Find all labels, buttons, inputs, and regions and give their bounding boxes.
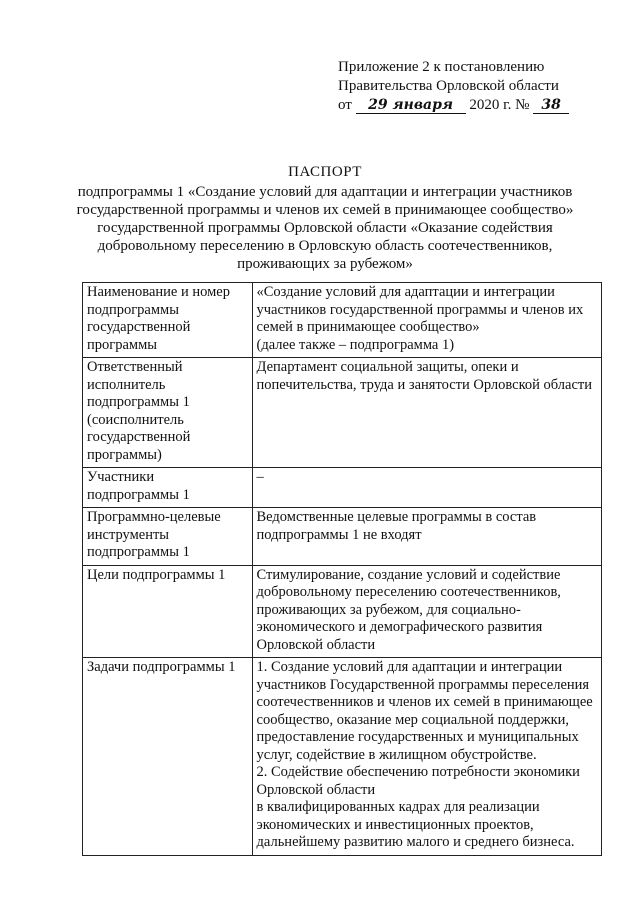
- row-label: Программно-целевые инструменты подпрограммы 1: [83, 508, 253, 566]
- date-suffix: 2020 г. №: [469, 97, 530, 113]
- row-label: Наименование и номер подпрограммы государственной программы: [83, 283, 253, 358]
- handwritten-date: 29 января: [356, 97, 466, 114]
- appendix-date-line: [338, 96, 608, 115]
- row-label: Задачи подпрограммы 1: [83, 658, 253, 856]
- table-row: [83, 565, 602, 658]
- row-label: Участники подпрограммы 1: [83, 468, 253, 508]
- appendix-line-1: Приложение 2 к постановлению: [338, 59, 545, 75]
- row-value: Департамент социальной защиты, опеки и попечительства, труда и занятости Орловской области: [252, 358, 601, 468]
- appendix-block: [338, 58, 608, 115]
- row-label: Ответственный исполнитель подпрограммы 1 (соисполнитель государственной программы): [83, 358, 253, 468]
- row-value: Стимулирование, создание условий и содействие добровольному переселению соотечественников, проживающих за рубежом, для социально-экономического и демографического развития Орловской области: [252, 565, 601, 658]
- document-title: [60, 163, 590, 273]
- table-row: [83, 468, 602, 508]
- table-row: [83, 283, 602, 358]
- row-label: Цели подпрограммы 1: [83, 565, 253, 658]
- table-row: [83, 508, 602, 566]
- row-value: –: [252, 468, 601, 508]
- title-subtitle: подпрограммы 1 «Создание условий для адаптации и интеграции участников государственной программы и членов их семей в принимающее сообщество» государственной программы Орловской области «Оказание содействия добровольному переселению в Орловскую область соотечественников, проживающих за рубежом»: [76, 184, 574, 272]
- title-heading: ПАСПОРТ: [288, 164, 362, 180]
- date-prefix: от: [338, 97, 352, 113]
- row-value: «Создание условий для адаптации и интеграции участников государственной программы и членов их семей в принимающее сообщество» (далее также – подпрограмма 1): [252, 283, 601, 358]
- row-value: 1. Создание условий для адаптации и интеграции участников Государственной программы переселения соотечественников и членов их семей в принимающее сообщество, оказание мер социальной поддержки, предоставление государственных и муниципальных услуг, содействие в жилищном обустройстве. 2. Содействие обеспечению потребности экономики Орловской области в квалифицированных кадрах для реализации экономических и инвестиционных проектов, дальнейшему развитию малого и среднего бизнеса.: [252, 658, 601, 856]
- passport-table: [82, 282, 602, 856]
- table-row: [83, 358, 602, 468]
- row-value: Ведомственные целевые программы в состав подпрограммы 1 не входят: [252, 508, 601, 566]
- table-row: [83, 658, 602, 856]
- appendix-line-2: Правительства Орловской области: [338, 78, 559, 94]
- handwritten-number: 38: [533, 97, 569, 114]
